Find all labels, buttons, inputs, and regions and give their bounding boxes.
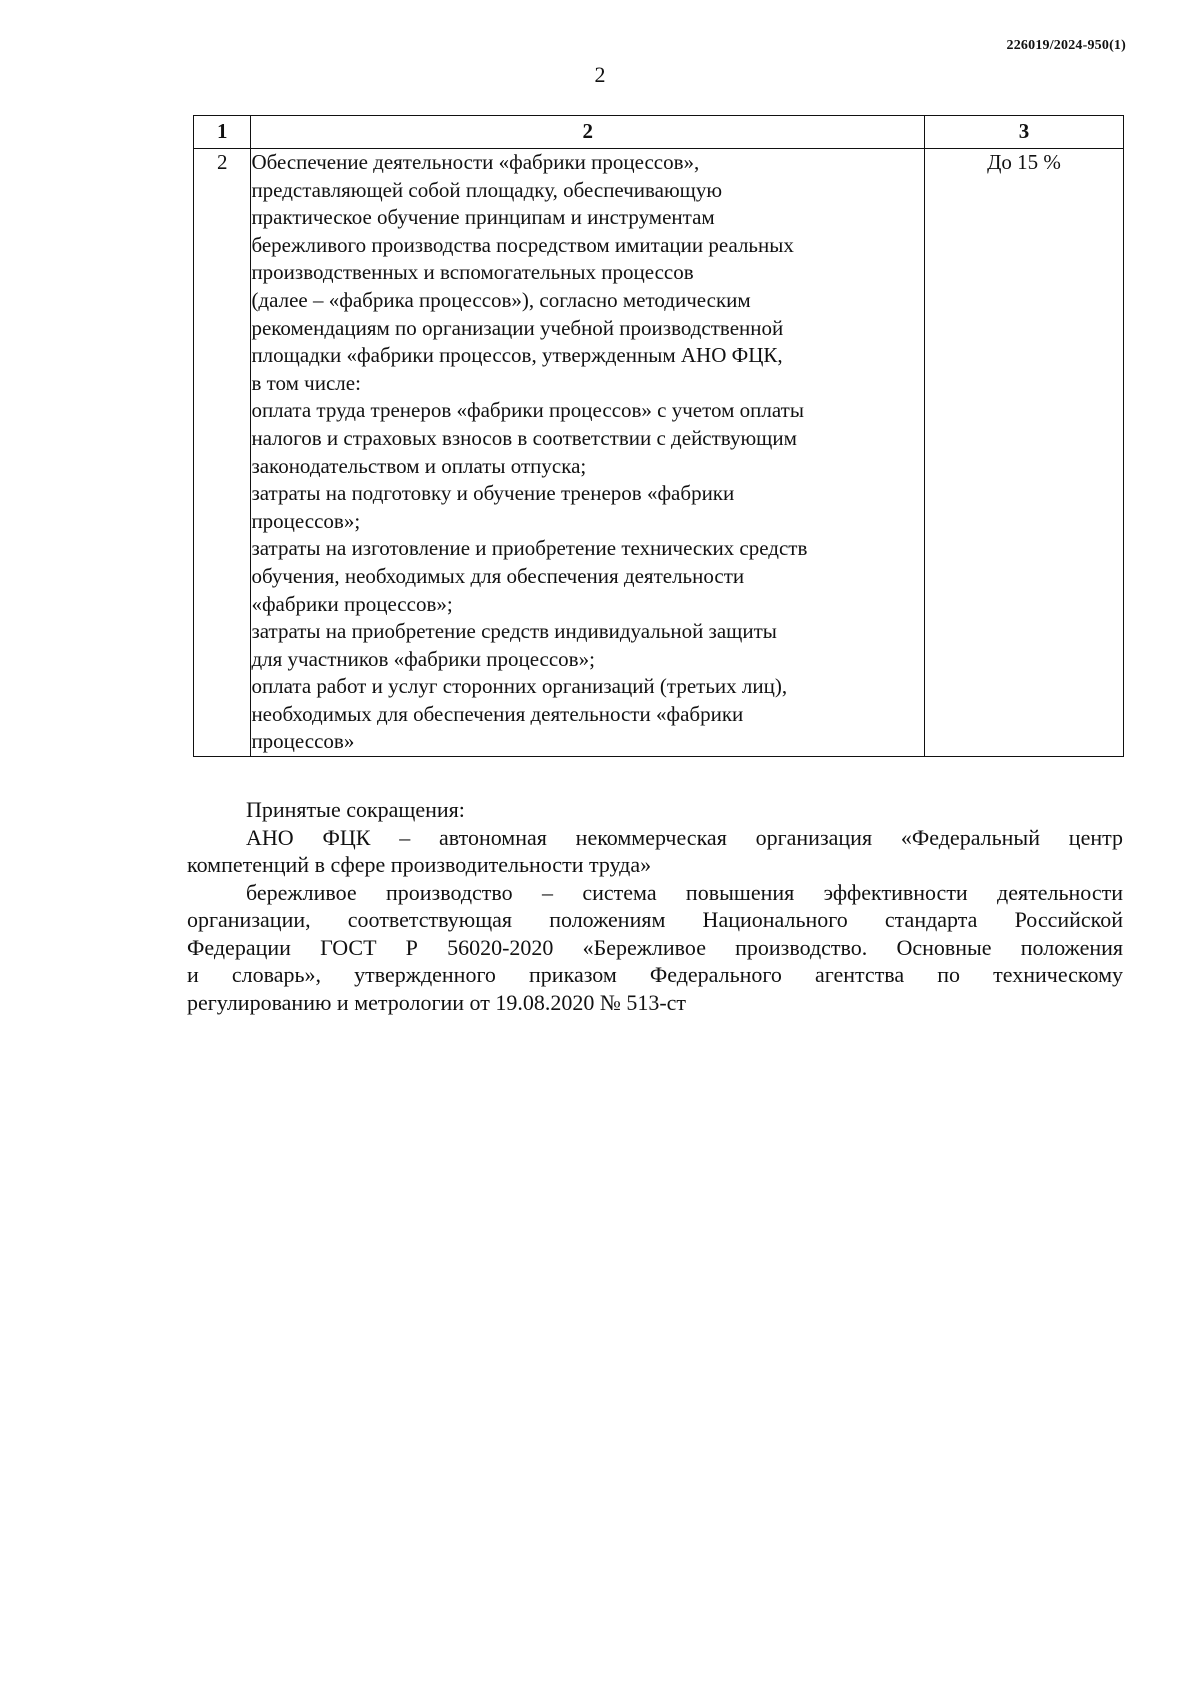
- abbreviations-section: [187, 796, 1123, 1016]
- description-line: затраты на подготовку и обучение тренеров «фабрики: [251, 481, 735, 506]
- abbreviation-lean-production: [187, 879, 1123, 1017]
- description-line: производственных и вспомогательных процессов: [251, 260, 694, 285]
- abbreviation-line: регулированию и метрологии от 19.08.2020 № 513-ст: [187, 989, 687, 1015]
- abbreviation-line: компетенций в сфере производительности труда»: [187, 852, 652, 877]
- description-line: практическое обучение принципам и инструментам: [251, 205, 715, 230]
- description-line: обучения, необходимых для обеспечения деятельности: [251, 563, 745, 588]
- abbreviation-line: и словарь», утвержденного приказом Федерального агентства по техническому: [187, 962, 1123, 987]
- description-line: площадки «фабрики процессов, утвержденным АНО ФЦК,: [251, 343, 783, 368]
- row-description-cell: [251, 149, 925, 757]
- description-line: затраты на приобретение средств индивидуальной защиты: [251, 619, 777, 644]
- description-line: законодательством и оплаты отпуска;: [251, 453, 587, 478]
- abbreviations-heading: Принятые сокращения:: [246, 797, 465, 822]
- description-line: для участников «фабрики процессов»;: [251, 646, 595, 671]
- description-line: оплата работ и услуг сторонних организаций (третьих лиц),: [251, 674, 788, 699]
- table-header-row: [194, 116, 1124, 149]
- row-number-cell: 2: [194, 149, 251, 757]
- column-header-3: 3: [925, 116, 1124, 149]
- description-line: «фабрики процессов»;: [251, 591, 453, 616]
- table-row: [194, 149, 1124, 757]
- abbreviation-line: бережливое производство – система повышения эффективности деятельности: [246, 879, 1123, 905]
- description-line: налогов и страховых взносов в соответствии с действующим: [251, 425, 797, 450]
- description-line: процессов»: [251, 729, 355, 754]
- abbreviation-line: организации, соответствующая положениям Национального стандарта Российской: [187, 907, 1123, 932]
- column-header-1: 1: [194, 116, 251, 149]
- row-share-cell: До 15 %: [925, 149, 1124, 757]
- description-line: необходимых для обеспечения деятельности «фабрики: [251, 701, 744, 726]
- description-line: (далее – «фабрика процессов»), согласно методическим: [251, 287, 751, 312]
- expenses-table: [193, 115, 1124, 757]
- description-line: Обеспечение деятельности «фабрики процессов»,: [251, 150, 700, 174]
- description-line: рекомендациям по организации учебной производственной: [251, 315, 784, 340]
- document-registration-number: 226019/2024-950(1): [1006, 38, 1126, 53]
- abbreviation-line: АНО ФЦК – автономная некоммерческая организация «Федеральный центр: [246, 824, 1123, 850]
- description-line: представляющей собой площадку, обеспечивающую: [251, 177, 723, 202]
- description-line: процессов»;: [251, 508, 361, 533]
- abbreviation-ano-fck: [187, 824, 1123, 879]
- description-line: бережливого производства посредством имитации реальных: [251, 232, 794, 257]
- description-line: в том числе:: [251, 370, 361, 395]
- page-number: 2: [594, 62, 606, 87]
- abbreviation-line: Федерации ГОСТ Р 56020-2020 «Бережливое производство. Основные положения: [187, 934, 1123, 960]
- column-header-2: 2: [251, 116, 925, 149]
- description-line: оплата труда тренеров «фабрики процессов» с учетом оплаты: [251, 398, 804, 423]
- description-line: затраты на изготовление и приобретение технических средств: [251, 536, 808, 561]
